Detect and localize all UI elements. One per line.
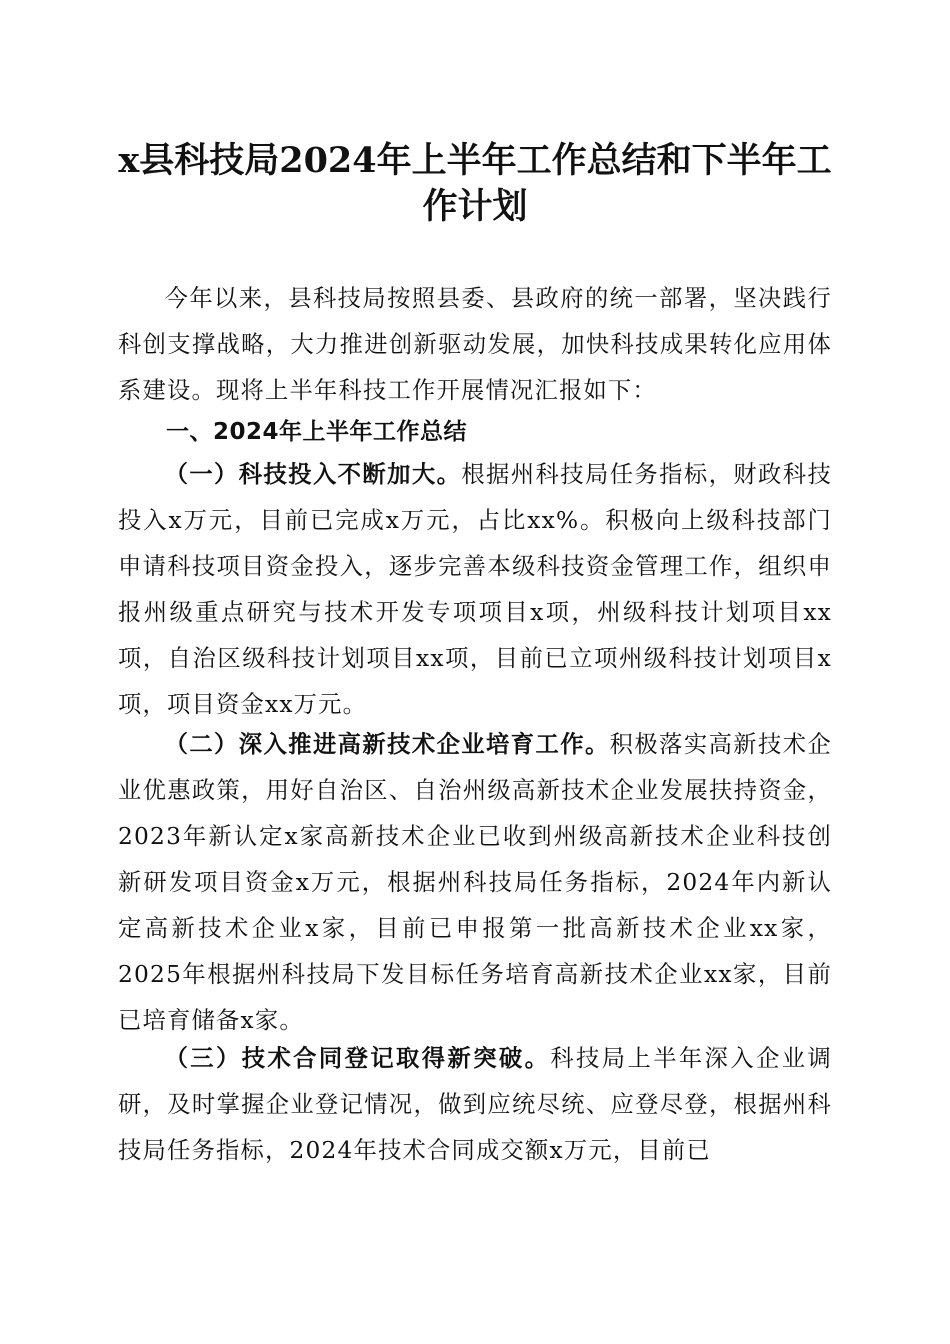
section-subtitle-1: （一）科技投入不断加大。: [164, 461, 462, 488]
section-subtitle-3: （三）技术合同登记取得新突破。: [164, 1045, 551, 1072]
section-body-3: 科技局上半年深入企业调研，及时掌握企业登记情况，做到应统尽统、应登尽登，根据州科技局任务指标，2024年技术合同成交额x万元，目前已: [118, 1045, 833, 1164]
intro-paragraph: 今年以来，县科技局按照县委、县政府的统一部署，坚决践行科创支撑战略，大力推进创新驱动发展，加快科技成果转化应用体系建设。现将上半年科技工作开展情况汇报如下：: [118, 285, 832, 404]
section-paragraph-3: [118, 1036, 832, 1174]
document-title-line2: 作计划: [422, 186, 528, 227]
section-body-2: 积极落实高新技术企业优惠政策，用好自治区、自治州级高新技术企业发展扶持资金，2023年新认定x家高新技术企业已收到州级高新技术企业科技创新研发项目资金x万元，根据州科技局任务指标，2024年内新认定高新技术企业x家，目前已申报第一批高新技术企业xx家，2025年根据州科技局下发目标任务培育高新技术企业xx家，目前已培育储备x家。: [118, 731, 832, 1034]
section-body-1: 根据州科技局任务指标，财政科技投入x万元，目前已完成x万元，占比xx%。积极向上级科技部门申请科技项目资金投入，逐步完善本级科技资金管理工作，组织申报州级重点研究与技术开发专项项目x项，州级科技计划项目xx项，自治区级科技计划项目xx项，目前已立项州级科技计划项目x项，项目资金xx万元。: [118, 461, 833, 718]
section-paragraph-2: [118, 722, 832, 1044]
document-title-line1: x县科技局2024年上半年工作总结和下半年工: [118, 140, 832, 181]
section-subtitle-2: （二）深入推进高新技术企业培育工作。: [164, 731, 610, 758]
section-heading: 一、2024年上半年工作总结: [166, 419, 468, 445]
section-paragraph-1: [118, 452, 832, 728]
